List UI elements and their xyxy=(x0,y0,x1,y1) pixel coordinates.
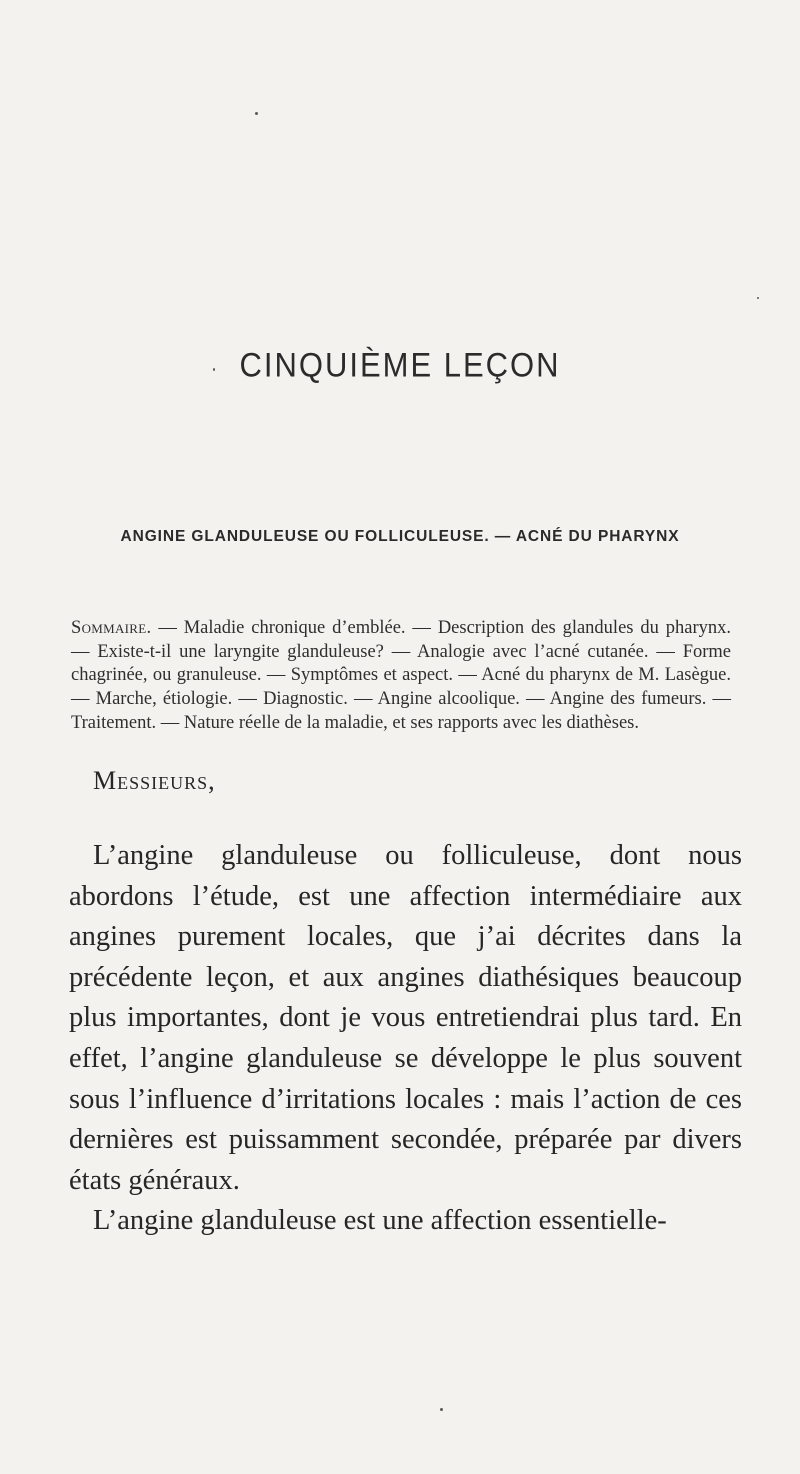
summary-label: Sommaire. xyxy=(71,618,152,638)
print-speck xyxy=(213,368,215,371)
print-speck xyxy=(440,1408,443,1411)
print-speck xyxy=(757,297,759,299)
print-speck xyxy=(255,112,258,115)
paragraph: L’angine glanduleuse est une affection essentielle- xyxy=(93,1205,667,1237)
summary-text: — Maladie chronique d’emblée. — Description des glandules du pharynx. — Existe-t-il une laryngite glanduleuse? — Analogie avec l’acné cutanée. — Forme chagrinée, ou granuleuse. — Symptômes et aspect. — Acné du pharynx de M. Lasègue. — Marche, étiologie. — Diagnostic. — Angine alcoolique. — Angine des fumeurs. — Traitement. — Nature réelle de la maladie, et ses rapports avec les diathèses. xyxy=(71,618,731,733)
chapter-title: CINQUIÈME LEÇON xyxy=(239,345,561,385)
chapter-summary xyxy=(71,617,731,736)
body-text xyxy=(69,836,742,1242)
salutation: Messieurs, xyxy=(93,766,216,795)
paragraph: L’angine glanduleuse ou folliculeuse, dont nous abordons l’étude, est une affection intermédiaire aux angines purement locales, que j’ai décrites dans la précédente leçon, et aux angines diathésiques beaucoup plus importantes, dont je vous entretiendrai plus tard. En effet, l’angine glanduleuse se développe le plus souvent sous l’influence d’irritations locales : mais l’action de ces dernières est puissamment secondée, préparée par divers états généraux. xyxy=(69,840,742,1196)
chapter-subtitle: ANGINE GLANDULEUSE OU FOLLICULEUSE. — ACNÉ DU PHARYNX xyxy=(120,528,680,545)
